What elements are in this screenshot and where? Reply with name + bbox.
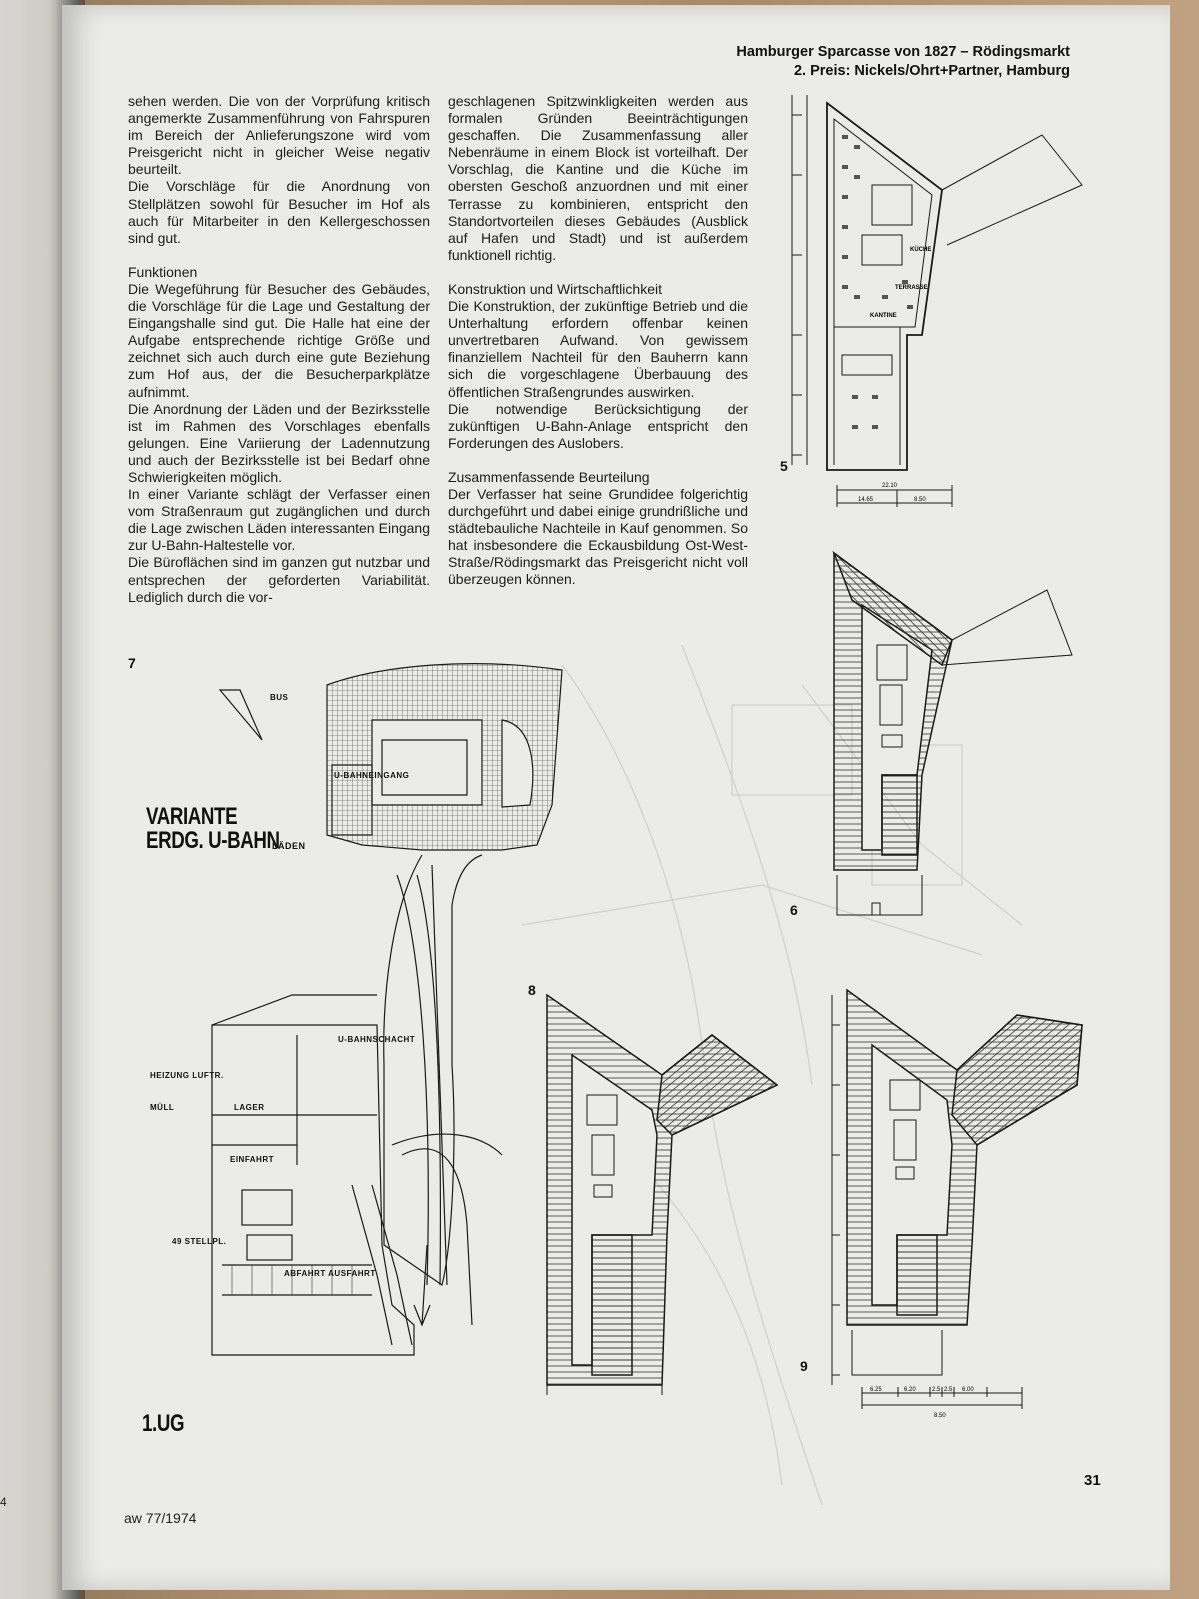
left-page-number: 4 [0,1495,7,1509]
figure-number: 7 [128,655,136,671]
floor-plan-9 [822,985,1122,1445]
floor-plan-5 [782,95,1112,515]
dimension-label: 6.25 [870,1387,882,1393]
paragraph: geschlagenen Spitzwinkligkeiten werden aus formalen Gründen Beeinträchtigungen geschaffen. Die Zusammenfassung aller Nebenräume in einem Block ist vorteilhaft. Der Vorschlag, die Kantine und die Küche im obersten Geschoß anzuordnen und mit einer Terrasse zu kombinieren, entspricht den Standortvorteilen dieses Gebäudes (Ausblick auf Hafen und Stadt) und ist außerdem funktionell richtig. [448,93,748,263]
floor-plan-7 [122,645,592,1465]
dimension-label: 8.50 [914,497,926,503]
dimension-label: 8.50 [934,1413,946,1419]
paragraph: Die Vorschläge für die Anordnung von Stellplätzen sowohl für Besucher im Hof als auch für Mitarbeiter in den Kellergeschossen sind gut. [128,178,430,246]
section-heading: Konstruktion und Wirtschaftlichkeit [448,280,662,297]
dimension-label: 2.5 [932,1387,941,1393]
dimension-label: 6.00 [962,1387,974,1393]
room-label: KÜCHE [910,247,932,253]
header-prize: 2. Preis: Nickels/Ohrt+Partner, Hamburg [793,63,1070,79]
header-title: Hamburger Sparcasse von 1827 – Rödingsmarkt [736,44,1070,60]
dimension-label: 2.5 [944,1387,953,1393]
room-label-heizung: HEIZUNG LUFTR. [150,1071,224,1080]
room-label-ubahneingang: U-BAHNEINGANG [334,771,410,780]
plan-title-erdg: ERDG. U-BAHN [146,827,280,854]
paragraph: Der Verfasser hat seine Grundidee folgerichtig durchgeführt und dabei einige grundrißliche und städtebauliche Nachteile in Kauf genommen. So hat insbesondere die Eckausbildung Ost-West-Straße/Rödingsmarkt das Preisgericht nicht voll überzeugen können. [448,485,748,588]
dimension-label: 14.65 [858,497,874,503]
plan-title-variante: VARIANTE [146,803,238,830]
text-column-2 [448,93,748,589]
figure-number: 5 [780,458,788,474]
paragraph: Die Anordnung der Läden und der Bezirksstelle ist im Rahmen des Vorschlages ebenfalls gelungen. Eine Variierung der Ladennutzung und auch der Bezirksstelle ist bei Bedarf ohne Schwierigkeiten möglich. [128,400,430,485]
floor-plan-8 [532,985,792,1405]
room-label-ubahnschacht: U-BAHNSCHACHT [338,1035,416,1044]
figure-number: 8 [528,982,536,998]
paragraph: Die Büroflächen sind im ganzen gut nutzbar und entsprechen der geforderten Variabilität. Lediglich durch die vor- [128,554,430,605]
figure-number: 6 [790,902,798,918]
room-label: TERRASSE [895,285,928,291]
room-label: KANTINE [870,313,897,319]
plan-level-label: 1.UG [142,1410,185,1437]
text-column-1 [128,93,430,606]
dimension-label: 6.20 [904,1387,916,1393]
paragraph: Die Konstruktion, der zukünftige Betrieb und die Unterhaltung erfordern offenbar keinen unvertretbaren Aufwand. Von gewissem finanziellem Nachteil für den Bauherrn kann sich die vorgeschlagene Überbauung des öffentlichen Straßengrundes auswirken. [448,298,748,400]
paragraph: sehen werden. Die von der Vorprüfung kritisch angemerkte Zusammenführung von Fahrspuren im Bereich der Anlieferungszone wird vom Preisgericht nicht in gleicher Weise negativ beurteilt. [128,93,430,178]
room-label-lager: LAGER [234,1103,265,1112]
room-label-muell: MÜLL [150,1103,175,1112]
floor-plan-6 [822,545,1092,935]
magazine-page [62,5,1170,1590]
figure-number: 9 [800,1358,808,1374]
room-label-laden: LÄDEN [272,841,306,851]
dimension-label: 22.10 [882,483,898,489]
page-number: 31 [1084,1472,1101,1489]
room-label-abfahrt: ABFAHRT AUSFAHRT [284,1269,376,1278]
paragraph: Die notwendige Berücksichtigung der zukünftigen U-Bahn-Anlage entspricht den Forderungen des Auslobers. [448,400,748,451]
section-heading: Zusammenfassende Beurteilung [448,468,650,485]
paragraph: Die Wegeführung für Besucher des Gebäudes, die Vorschläge für die Lage und Gestaltung der Eingangshalle sind gut. Die Halle hat eine der Aufgabe entsprechende richtige Größe und zeichnet sich auch durch eine gute Beziehung zum Hof aus, der die Besucherparkplätze aufnimmt. [128,280,430,400]
room-label-stellpl: 49 STELLPL. [172,1237,227,1246]
room-label-bus: BUS [270,693,289,702]
section-heading: Funktionen [128,263,198,280]
page-header [736,43,1070,81]
room-label-einfahrt: EINFAHRT [230,1155,274,1164]
issue-label: aw 77/1974 [124,1510,197,1526]
paragraph: In einer Variante schlägt der Verfasser einen vom Straßenraum gut zugänglichen und durch die Lage zwischen Läden interessanten Eingang zur U-Bahn-Haltestelle vor. [128,486,430,554]
